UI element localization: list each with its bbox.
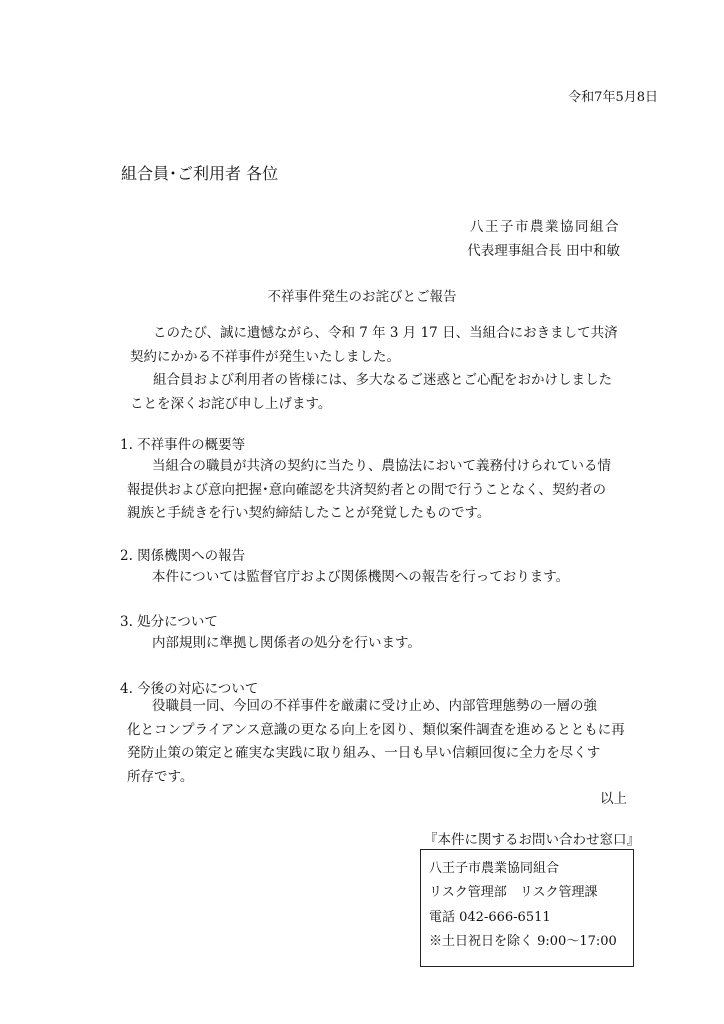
closing-mark: 以上: [600, 791, 627, 807]
contact-heading: 『本件に関するお問い合わせ窓口』: [424, 832, 640, 848]
section-line: 報提供および意向把握･意向確認を共済契約者との間で行うことなく、契約者の: [127, 481, 606, 498]
section-body-4: [127, 695, 625, 789]
section-heading-1: 1. 不祥事件の概要等: [120, 437, 246, 453]
section-body-3: [127, 632, 421, 656]
sender-representative: 代表理事組合長 田中和敏: [467, 243, 620, 259]
issue-date: 令和7年5月8日: [568, 90, 658, 105]
section-line: 所存です。: [127, 768, 194, 785]
addressee: 組合員･ご利用者 各位: [121, 164, 279, 183]
intro-line: 組合員および利用者の皆様には、多大なるご迷惑とご心配をおかけしました: [153, 372, 612, 388]
section-line: 本件については監督官庁および関係機関への報告を行っております。: [152, 569, 570, 585]
section-heading-2: 2. 関係機関への報告: [120, 548, 246, 564]
sender-organization: 八王子市農業協同組合: [470, 219, 620, 235]
section-line: 内部規則に準拠し関係者の処分を行います。: [152, 635, 421, 651]
section-line: 役職員一同、今回の不祥事件を厳粛に受け止め、内部管理態勢の一層の強: [152, 698, 597, 714]
contact-department: リスク管理部 リスク管理課: [429, 885, 598, 900]
intro-paragraph: [123, 322, 643, 416]
contact-hours: ※土日祝日を除く 9:00～17:00: [429, 934, 617, 949]
contact-phone: 電話 042‐666‐6511: [429, 910, 551, 925]
section-heading-4: 4. 今後の対応について: [120, 681, 259, 697]
section-line: 親族と手続きを行い契約締結したことが発覚したものです。: [127, 505, 491, 521]
intro-line: ことを深くお詫び申し上げます。: [130, 395, 332, 412]
section-line: 化とコンプライアンス意識の更なる向上を図り、類似案件調査を進めるとともに再: [127, 721, 625, 738]
section-heading-3: 3. 処分について: [120, 614, 218, 630]
intro-line: このたび、誠に遺憾ながら、令和 7 年 3 月 17 日、当組合におきまして共済: [153, 325, 618, 341]
section-body-1: [127, 455, 611, 526]
contact-box: [420, 849, 634, 967]
intro-line: 契約にかかる不祥事件が発生いたしました。: [130, 348, 400, 365]
contact-organization: 八王子市農業協同組合: [429, 861, 560, 876]
section-line: 発防止策の策定と確実な実践に取り組み、一日も早い信頼回復に全力を尽くす: [127, 745, 601, 761]
section-line: 当組合の職員が共済の契約に当たり、農協法において義務付けられている情: [152, 458, 611, 474]
section-body-2: [127, 566, 569, 590]
document-title: 不祥事件発生のお詫びとご報告: [267, 289, 457, 305]
